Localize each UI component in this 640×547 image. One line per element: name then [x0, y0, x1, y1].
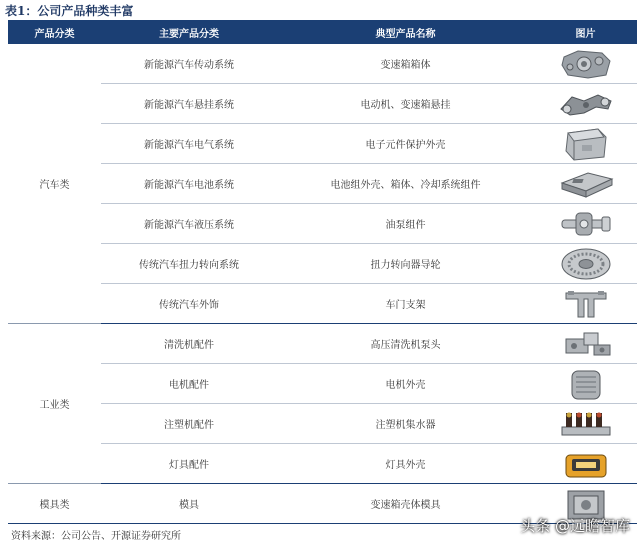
main-product-cell: 灯具配件	[101, 444, 277, 484]
product-table	[8, 20, 637, 524]
typical-product-cell: 油泵组件	[277, 204, 534, 244]
typical-product-cell: 电子元件保护外壳	[277, 124, 534, 164]
main-product-cell: 模具	[101, 484, 277, 524]
image-cell	[534, 44, 637, 84]
table-row	[8, 44, 637, 84]
image-cell	[534, 444, 637, 484]
main-product-cell: 新能源汽车传动系统	[101, 44, 277, 84]
table-row	[8, 364, 637, 404]
image-cell	[534, 324, 637, 364]
table-row	[8, 204, 637, 244]
typical-product-cell: 高压清洗机泵头	[277, 324, 534, 364]
table-row	[8, 404, 637, 444]
motor-housing-image	[558, 367, 614, 401]
header-category: 产品分类	[8, 20, 101, 44]
table-row	[8, 444, 637, 484]
header-row	[8, 20, 637, 44]
typical-product-cell: 车门支架	[277, 284, 534, 324]
typical-product-cell: 灯具外壳	[277, 444, 534, 484]
main-product-cell: 新能源汽车电池系统	[101, 164, 277, 204]
category-cell: 模具类	[8, 484, 101, 524]
table-row	[8, 284, 637, 324]
typical-product-cell: 扭力转向器导轮	[277, 244, 534, 284]
electronics-housing-image	[558, 127, 614, 161]
main-product-cell: 注塑机配件	[101, 404, 277, 444]
category-cell: 工业类	[8, 324, 101, 484]
typical-product-cell: 电动机、变速箱悬挂	[277, 84, 534, 124]
typical-product-cell: 电机外壳	[277, 364, 534, 404]
table-row	[8, 244, 637, 284]
typical-product-cell: 电池组外壳、箱体、冷却系统组件	[277, 164, 534, 204]
typical-product-cell: 变速箱壳体模具	[277, 484, 534, 524]
image-cell	[534, 164, 637, 204]
main-product-cell: 新能源汽车电气系统	[101, 124, 277, 164]
image-cell	[534, 204, 637, 244]
pump-head-image	[558, 327, 614, 361]
image-cell	[534, 284, 637, 324]
main-product-cell: 电机配件	[101, 364, 277, 404]
main-product-cell: 新能源汽车悬挂系统	[101, 84, 277, 124]
typical-product-cell: 变速箱箱体	[277, 44, 534, 84]
main-product-cell: 清洗机配件	[101, 324, 277, 364]
table-row	[8, 164, 637, 204]
typical-product-cell: 注塑机集水器	[277, 404, 534, 444]
image-cell	[534, 404, 637, 444]
image-cell	[534, 244, 637, 284]
gearbox-housing-image	[558, 47, 614, 81]
category-cell: 汽车类	[8, 44, 101, 324]
table-row	[8, 84, 637, 124]
table-title: 表1：公司产品种类丰富	[5, 4, 134, 18]
suspension-bracket-image	[558, 87, 614, 121]
main-product-cell: 传统汽车外饰	[101, 284, 277, 324]
water-collector-image	[558, 407, 614, 441]
header-image: 图片	[534, 20, 637, 44]
main-product-cell: 新能源汽车液压系统	[101, 204, 277, 244]
table-row	[8, 324, 637, 364]
table-row	[8, 124, 637, 164]
battery-case-image	[558, 167, 614, 201]
image-cell	[534, 124, 637, 164]
source-note: 资料来源：公司公告、开源证券研究所	[11, 531, 181, 542]
image-cell	[534, 364, 637, 404]
lamp-housing-image	[558, 447, 614, 481]
header-main-product: 主要产品分类	[101, 20, 277, 44]
stator-wheel-image	[558, 247, 614, 281]
main-product-cell: 传统汽车扭力转向系统	[101, 244, 277, 284]
watermark: 头条 @远瞻智库	[520, 517, 630, 535]
image-cell	[534, 84, 637, 124]
oil-pump-image	[558, 207, 614, 241]
header-typical-product: 典型产品名称	[277, 20, 534, 44]
door-bracket-image	[558, 287, 614, 321]
